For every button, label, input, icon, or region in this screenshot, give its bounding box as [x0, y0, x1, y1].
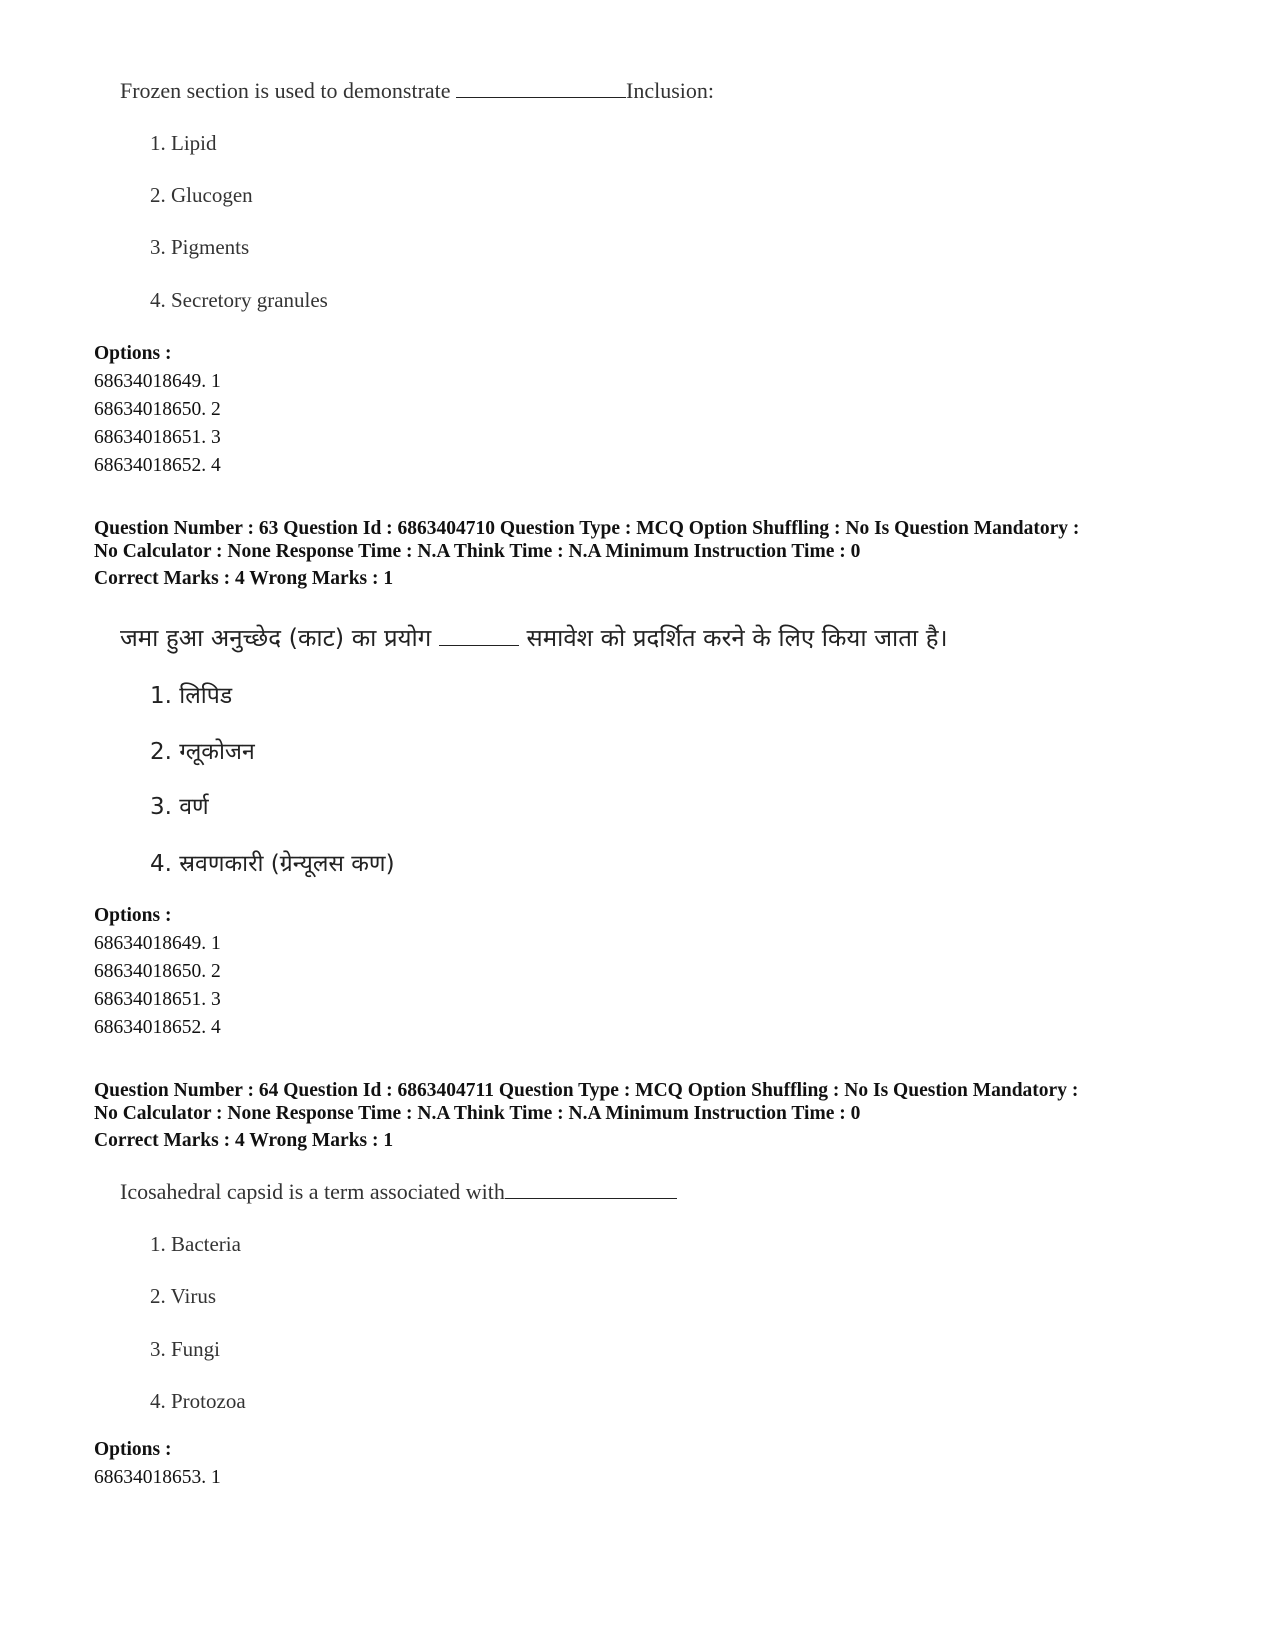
q63-marks: Correct Marks : 4 Wrong Marks : 1 [94, 568, 394, 589]
q63-question-text [120, 621, 948, 654]
q63-choice-4: 4. स्रवणकारी (ग्रेन्यूलस कण) [150, 851, 395, 877]
q62-options-label: Options : [94, 343, 172, 364]
q63-option-1: 68634018649. 1 [94, 933, 221, 954]
q62-blank [456, 79, 626, 98]
q64-blank [505, 1180, 677, 1199]
q64-choice-2: 2. Virus [150, 1284, 217, 1308]
q62-text-after: Inclusion: [626, 78, 715, 103]
q63-choice-1: 1. लिपिड [150, 683, 233, 709]
q64-header-line-2: No Calculator : None Response Time : N.A Think Time : N.A Minimum Instruction Time : 0 [94, 1103, 861, 1124]
q62-text-before: Frozen section is used to demonstrate [120, 78, 457, 103]
q63-option-3: 68634018651. 3 [94, 989, 221, 1010]
q63-options-label: Options : [94, 905, 172, 926]
q64-header-line-1: Question Number : 64 Question Id : 6863404711 Question Type : MCQ Option Shuffling : No Is Question Mandatory : [94, 1080, 1079, 1101]
q64-question-text [120, 1179, 677, 1205]
q63-choice-2: 2. ग्लूकोजन [150, 739, 255, 765]
q63-option-4: 68634018652. 4 [94, 1017, 221, 1038]
q63-text-before: जमा हुआ अनुच्छेद (काट) का प्रयोग [120, 624, 439, 652]
q64-option-1: 68634018653. 1 [94, 1467, 221, 1488]
q62-option-4: 68634018652. 4 [94, 455, 221, 476]
q64-choice-1: 1. Bacteria [150, 1232, 241, 1256]
q62-choice-1: 1. Lipid [150, 131, 217, 155]
q62-choice-2: 2. Glucogen [150, 183, 253, 207]
q63-blank [439, 627, 519, 646]
q62-option-3: 68634018651. 3 [94, 427, 221, 448]
q64-choice-3: 3. Fungi [150, 1337, 221, 1361]
q63-choice-3: 3. वर्ण [150, 794, 209, 820]
q62-question-text [120, 78, 714, 104]
q64-choice-4: 4. Protozoa [150, 1389, 246, 1413]
q62-option-1: 68634018649. 1 [94, 371, 221, 392]
q64-text-before: Icosahedral capsid is a term associated with [120, 1179, 505, 1204]
q62-choice-3: 3. Pigments [150, 235, 250, 259]
q62-option-2: 68634018650. 2 [94, 399, 221, 420]
q64-marks: Correct Marks : 4 Wrong Marks : 1 [94, 1130, 394, 1151]
q63-text-after: समावेश को प्रदर्शित करने के लिए किया जाता है। [518, 624, 948, 652]
q64-options-label: Options : [94, 1439, 172, 1460]
q63-option-2: 68634018650. 2 [94, 961, 221, 982]
q63-header-line-1: Question Number : 63 Question Id : 6863404710 Question Type : MCQ Option Shuffling : No Is Question Mandatory : [94, 518, 1080, 539]
q63-header-line-2: No Calculator : None Response Time : N.A Think Time : N.A Minimum Instruction Time : 0 [94, 541, 861, 562]
q62-choice-4: 4. Secretory granules [150, 288, 328, 312]
